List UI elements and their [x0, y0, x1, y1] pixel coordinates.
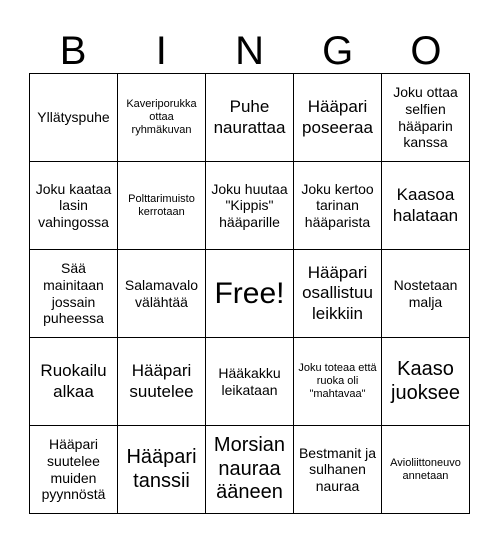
bingo-cell[interactable]: Hääpari suutelee muiden pyynnöstä	[30, 426, 118, 514]
bingo-cell[interactable]: Joku ottaa selfien hääparin kanssa	[382, 74, 470, 162]
bingo-cell[interactable]: Joku kaataa lasin vahingossa	[30, 162, 118, 250]
header-letter-n: N	[235, 29, 264, 73]
bingo-cell[interactable]: Hääpari suutelee	[118, 338, 206, 426]
bingo-cell[interactable]: Salamavalo välähtää	[118, 250, 206, 338]
bingo-cell[interactable]: Morsian nauraa ääneen	[206, 426, 294, 514]
bingo-grid	[29, 73, 470, 514]
bingo-cell[interactable]: Joku kertoo tarinan hääparista	[294, 162, 382, 250]
bingo-cell[interactable]: Sää mainitaan jossain puheessa	[30, 250, 118, 338]
bingo-cell[interactable]: Nostetaan malja	[382, 250, 470, 338]
header-letter-i: I	[155, 29, 167, 73]
bingo-cell[interactable]: Joku huutaa "Kippis" hääparille	[206, 162, 294, 250]
header-letter-b: B	[59, 29, 87, 73]
free-space-cell[interactable]: Free!	[206, 250, 294, 338]
bingo-cell[interactable]: Yllätyspuhe	[30, 74, 118, 162]
bingo-cell[interactable]: Kaasoa halataan	[382, 162, 470, 250]
header-letter-o: O	[410, 29, 442, 73]
bingo-cell[interactable]: Hääkakku leikataan	[206, 338, 294, 426]
bingo-cell[interactable]: Avioliittoneuvo annetaan	[382, 426, 470, 514]
bingo-cell[interactable]: Kaveriporukka ottaa ryhmäkuvan	[118, 74, 206, 162]
bingo-cell[interactable]: Bestmanit ja sulhanen nauraa	[294, 426, 382, 514]
header-letter-g: G	[322, 29, 354, 73]
bingo-header	[29, 28, 470, 74]
bingo-cell[interactable]: Puhe naurattaa	[206, 74, 294, 162]
bingo-cell[interactable]: Polttarimuisto kerrotaan	[118, 162, 206, 250]
bingo-cell[interactable]: Kaaso juoksee	[382, 338, 470, 426]
bingo-cell[interactable]: Joku toteaa että ruoka oli "mahtavaa"	[294, 338, 382, 426]
bingo-cell[interactable]: Ruokailu alkaa	[30, 338, 118, 426]
bingo-cell[interactable]: Hääpari tanssii	[118, 426, 206, 514]
bingo-cell[interactable]: Hääpari osallistuu leikkiin	[294, 250, 382, 338]
bingo-cell[interactable]: Hääpari poseeraa	[294, 74, 382, 162]
